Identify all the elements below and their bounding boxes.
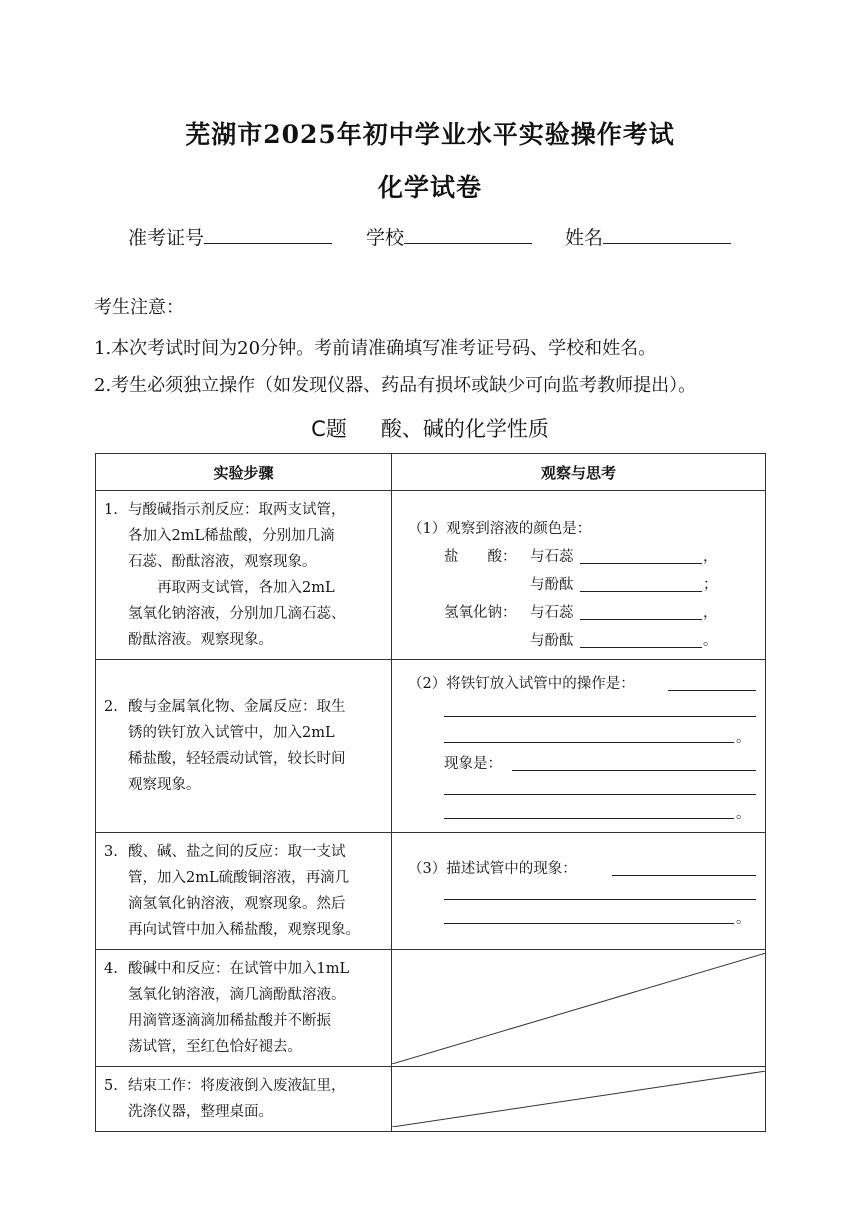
notice-heading: 考生注意：	[94, 297, 184, 318]
step-text: 再取两支试管，各加入2mL	[128, 580, 335, 596]
field-admission-number	[128, 223, 332, 250]
question-2: （2）将铁钉放入试管中的操作是：	[408, 676, 635, 692]
punct: 。	[736, 806, 751, 822]
answer-blank[interactable]	[444, 716, 756, 717]
answer-blank[interactable]	[580, 619, 702, 620]
step-text: 观察现象。	[128, 777, 201, 793]
field-name	[565, 223, 731, 250]
field-label: 学校	[366, 227, 405, 249]
exam-title: 芜湖市2025年初中学业水平实验操作考试	[185, 120, 675, 149]
header-observation: 观察与思考	[392, 454, 766, 491]
step-text: 再向试管中加入稀盐酸，观察现象。	[128, 922, 360, 938]
step-text: 稀盐酸，轻轻震动试管，较长时间	[128, 751, 346, 767]
step-text: 荡试管，至红色恰好褪去。	[128, 1039, 302, 1055]
answer-blank[interactable]	[444, 899, 756, 900]
step-text: 石蕊、酚酞溶液，观察现象。	[128, 554, 317, 570]
step-text: 管，加入2mL硫酸铜溶液，再滴几	[128, 870, 350, 886]
step-text: 酚酞溶液。观察现象。	[128, 632, 273, 648]
field-school	[366, 223, 532, 250]
answer-blank[interactable]	[444, 794, 756, 795]
punct: 。	[736, 911, 751, 927]
step-text: 用滴管逐滴滴加稀盐酸并不断振	[128, 1013, 331, 1029]
step-cell	[96, 1067, 392, 1132]
punct: ，	[703, 549, 718, 565]
answer-blank[interactable]	[580, 647, 702, 648]
table-row	[96, 491, 766, 660]
phenol-label: 与酚酞	[530, 633, 574, 649]
section-code: C题	[311, 417, 347, 441]
step-text: 酸碱中和反应：在试管中加入1mL	[128, 961, 350, 977]
question-3: （3）描述试管中的现象：	[408, 861, 577, 877]
section-title	[0, 413, 860, 443]
table-row	[96, 1067, 766, 1132]
punct: 。	[703, 633, 718, 649]
step-text: 氢氧化钠溶液，分别加几滴石蕊、	[128, 606, 346, 622]
notice-item: 1.本次考试时间为20分钟。考前请准确填写准考证号码、学校和姓名。	[94, 338, 657, 359]
exam-subtitle: 化学试卷	[377, 173, 482, 202]
phenomenon-label: 现象是：	[444, 756, 502, 772]
step-text: 酸与金属氧化物、金属反应：取生	[128, 699, 346, 715]
name-blank[interactable]	[603, 225, 731, 244]
crossed-out-cell	[392, 950, 766, 1067]
diagonal-strike	[392, 953, 766, 1064]
answer-blank[interactable]	[444, 742, 734, 743]
step-number: 4.	[104, 961, 118, 977]
section-name: 酸、碱的化学性质	[380, 417, 549, 441]
step-cell	[96, 491, 392, 660]
acid-label: 盐 酸：	[444, 549, 517, 565]
step-number: 2.	[104, 699, 118, 715]
crossed-out-cell	[392, 1067, 766, 1132]
diagonal-strike	[392, 1071, 766, 1127]
table-header-row	[96, 454, 766, 491]
observation-cell	[392, 660, 766, 833]
field-label: 姓名	[565, 227, 604, 249]
litmus-label: 与石蕊	[530, 549, 574, 565]
observation-cell	[392, 491, 766, 660]
answer-blank[interactable]	[612, 875, 756, 876]
step-number: 1.	[104, 502, 118, 518]
step-cell	[96, 660, 392, 833]
observation-cell	[392, 833, 766, 950]
answer-blank[interactable]	[580, 591, 702, 592]
answer-blank[interactable]	[668, 690, 756, 691]
table-row	[96, 950, 766, 1067]
phenol-label: 与酚酞	[530, 577, 574, 593]
step-cell	[96, 950, 392, 1067]
experiment-table	[95, 453, 766, 1132]
answer-blank[interactable]	[444, 818, 734, 819]
step-text: 洗涤仪器，整理桌面。	[128, 1104, 273, 1120]
step-text: 锈的铁钉放入试管中，加入2mL	[128, 725, 335, 741]
question-1: （1）观察到溶液的颜色是：	[408, 521, 592, 537]
header-steps: 实验步骤	[96, 454, 392, 491]
litmus-label: 与石蕊	[530, 605, 574, 621]
answer-blank[interactable]	[580, 563, 702, 564]
punct: 。	[736, 730, 751, 746]
step-number: 5.	[104, 1078, 118, 1094]
step-number: 3.	[104, 844, 118, 860]
punct: ，	[703, 605, 718, 621]
notice-item: 2.考生必须独立操作（如发现仪器、药品有损坏或缺少可向监考教师提出）。	[94, 375, 697, 396]
admission-number-blank[interactable]	[204, 225, 332, 244]
punct: ；	[703, 577, 718, 593]
step-cell	[96, 833, 392, 950]
table-row	[96, 833, 766, 950]
field-label: 准考证号	[128, 227, 205, 249]
step-text: 酸、碱、盐之间的反应：取一支试	[128, 844, 346, 860]
step-text: 氢氧化钠溶液，滴几滴酚酞溶液。	[128, 987, 346, 1003]
step-text: 各加入2mL稀盐酸，分别加几滴	[128, 528, 335, 544]
table-row	[96, 660, 766, 833]
answer-blank[interactable]	[444, 923, 734, 924]
answer-blank[interactable]	[512, 770, 756, 771]
base-label: 氢氧化钠：	[444, 605, 517, 621]
school-blank[interactable]	[404, 225, 532, 244]
step-text: 滴氢氧化钠溶液，观察现象。然后	[128, 896, 346, 912]
step-text: 与酸碱指示剂反应：取两支试管，	[128, 502, 346, 518]
step-text: 结束工作：将废液倒入废液缸里，	[128, 1078, 346, 1094]
